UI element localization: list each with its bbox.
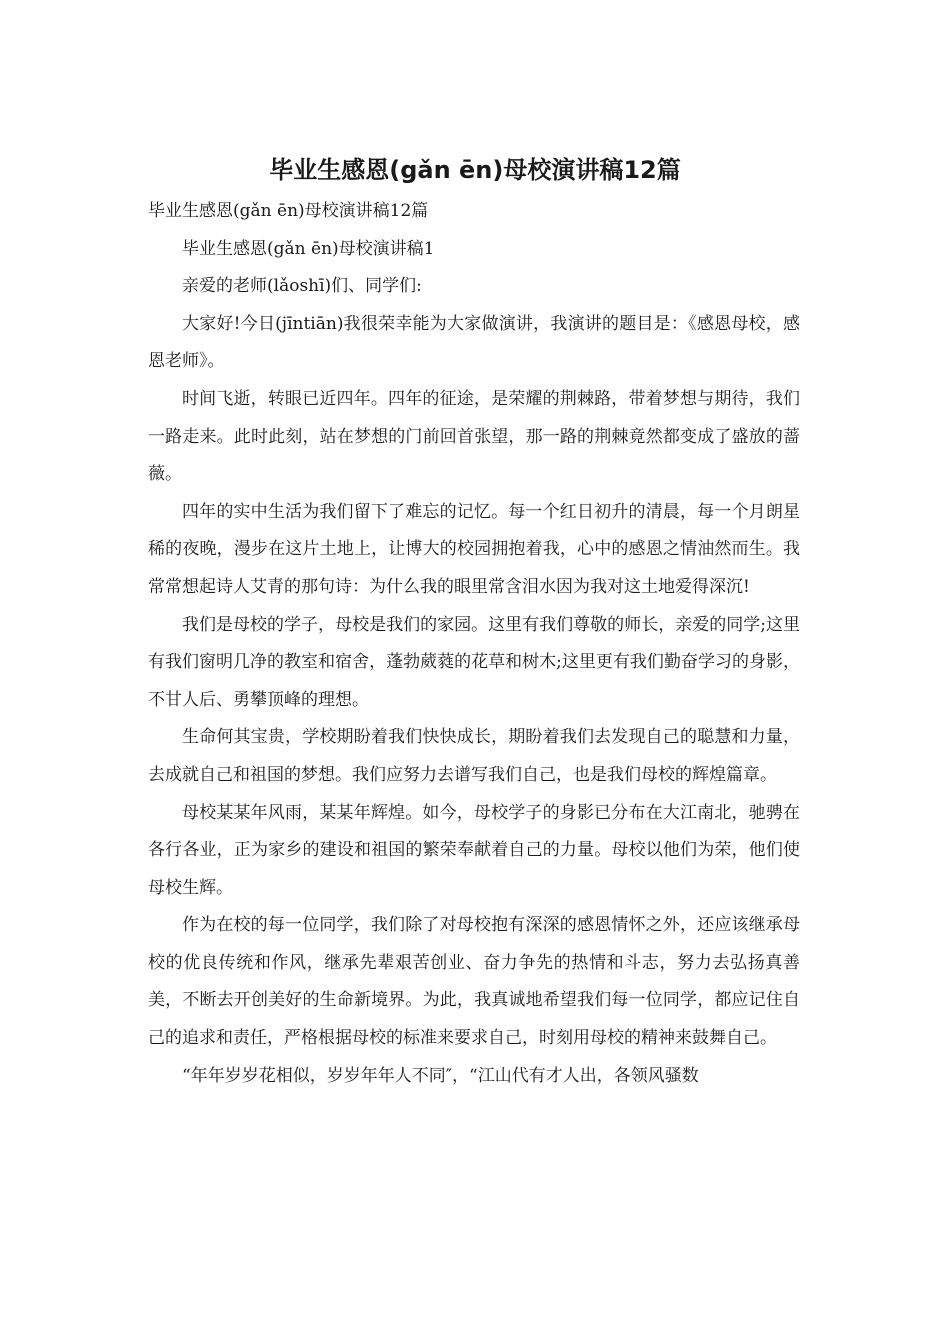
paragraph: 生命何其宝贵，学校期盼着我们快快成长，期盼着我们去发现自己的聪慧和力量，去成就自己和祖国的梦想。我们应努力去谱写我们自己，也是我们母校的辉煌篇章。 — [148, 727, 800, 785]
paragraph: 母校某某年风雨，某某年辉煌。如今，母校学子的身影已分布在大江南北，驰骋在各行各业，正为家乡的建设和祖国的繁荣奉献着自己的力量。母校以他们为荣，他们使母校生辉。 — [148, 802, 800, 898]
paragraph: “年年岁岁花相似，岁岁年年人不同″，“江山代有才人出，各领风骚数 — [182, 1065, 699, 1086]
document-body — [148, 193, 800, 1095]
document-subtitle: 毕业生感恩(gǎn ēn)母校演讲稿12篇 — [148, 201, 429, 221]
section-heading: 毕业生感恩(gǎn ēn)母校演讲稿1 — [182, 238, 435, 259]
paragraph: 我们是母校的学子，母校是我们的家园。这里有我们尊敬的师长，亲爱的同学;这里有我们窗明几净的教室和宿舍，蓬勃葳蕤的花草和树木;这里更有我们勤奋学习的身影，不甘人后、勇攀顶峰的理想。 — [148, 614, 800, 710]
salutation: 亲爱的老师(lǎoshī)们、同学们: — [182, 276, 422, 297]
paragraph: 时间飞逝，转眼已近四年。四年的征途，是荣耀的荆棘路，带着梦想与期待，我们一路走来。此时此刻，站在梦想的门前回首张望，那一路的荆棘竟然都变成了盛放的蔷薇。 — [148, 388, 800, 485]
paragraph: 四年的实中生活为我们留下了难忘的记忆。每一个红日初升的清晨，每一个月朗星稀的夜晚，漫步在这片土地上，让博大的校园拥抱着我，心中的感恩之情油然而生。我常常想起诗人艾青的那句诗：为什么我的眼里常含泪水因为我对这土地爱得深沉! — [148, 501, 800, 597]
document-title: 毕业生感恩(gǎn ēn)母校演讲稿12篇 — [269, 156, 681, 184]
paragraph: 大家好!今日(jīntiān)我很荣幸能为大家做演讲，我演讲的题目是：《感恩母校，感恩老师》。 — [148, 313, 800, 372]
paragraph: 作为在校的每一位同学，我们除了对母校抱有深深的感恩情怀之外，还应该继承母校的优良传统和作风，继承先辈艰苦创业、奋力争先的热情和斗志，努力去弘扬真善美，不断去开创美好的生命新境界。为此，我真诚地希望我们每一位同学，都应记住自己的追求和责任，严格根据母校的标准来要求自己，时刻用母校的精神来鼓舞自己。 — [148, 915, 800, 1049]
